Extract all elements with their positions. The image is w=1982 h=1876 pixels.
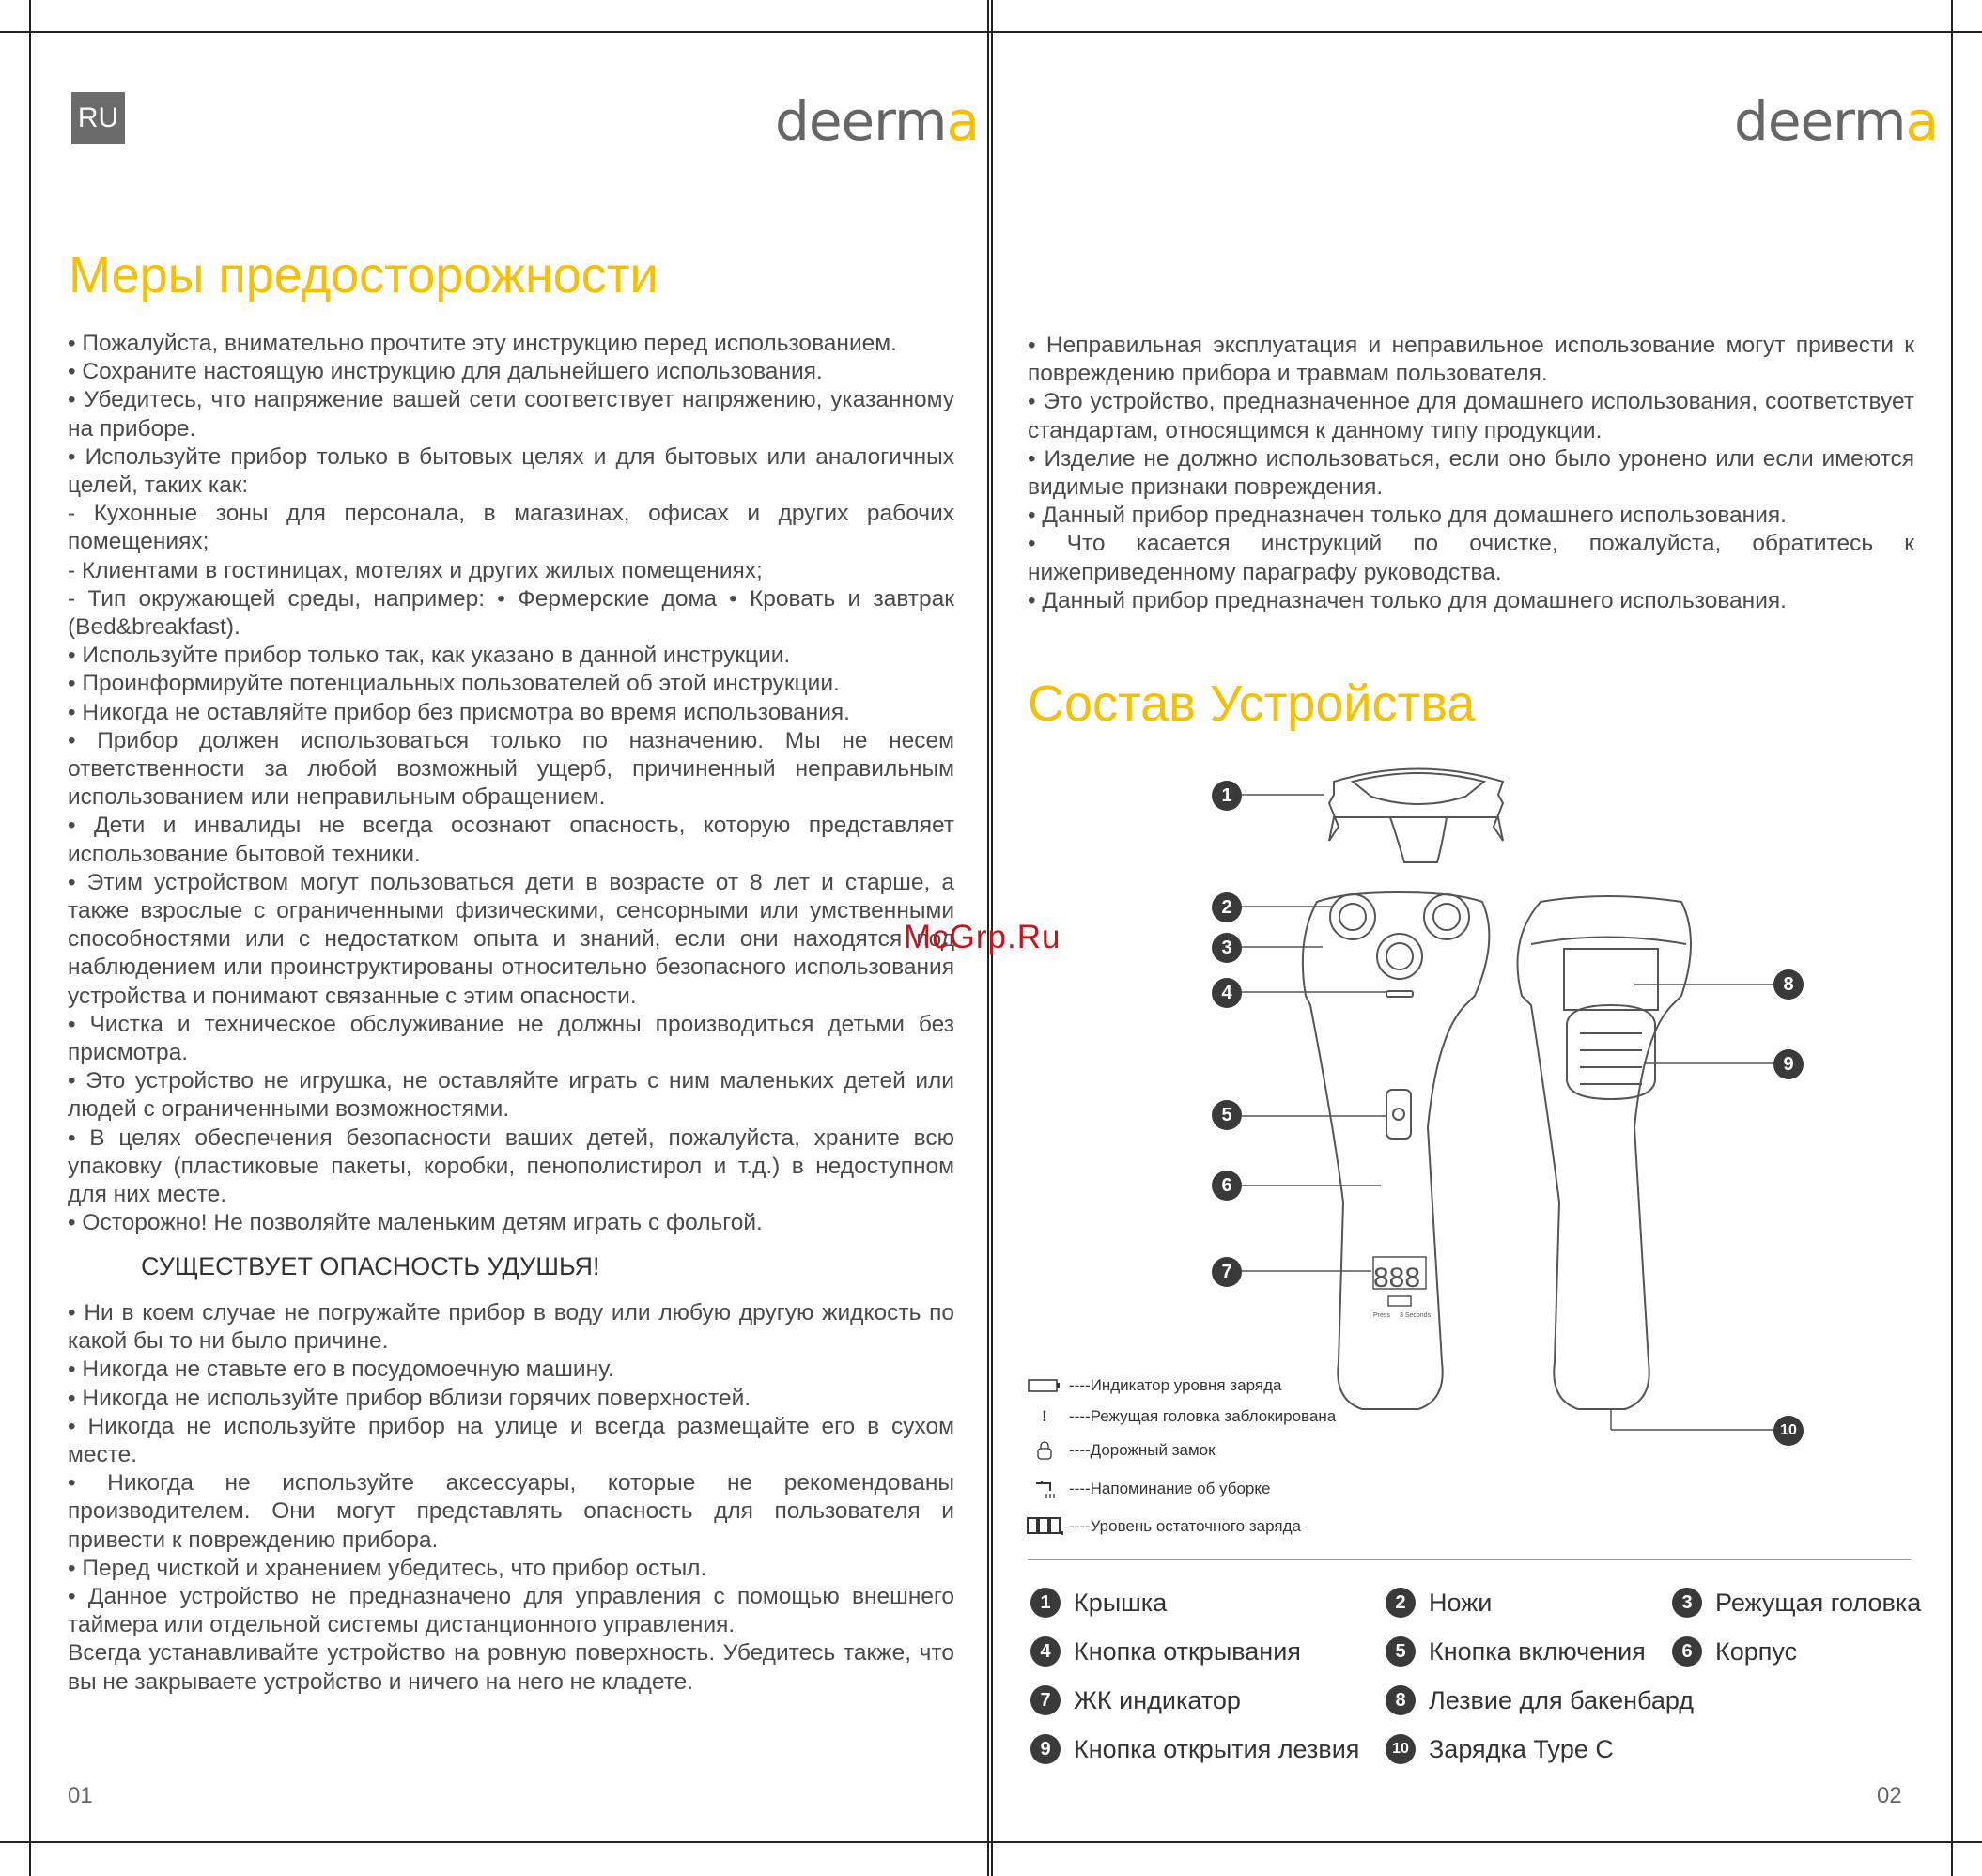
precautions-text-2 (68, 1299, 954, 1697)
paragraph: • Это устройство, предназначенное для домашнего использования, соответствует стандартам, относящимся к данному типу продукции. (1028, 389, 1914, 443)
callout-3: 3 (1212, 933, 1242, 963)
callout-7: 7 (1212, 1257, 1242, 1287)
paragraph: • Никогда не используйте аксессуары, которые не рекомендованы производителем. Они могут представлять опасность для пользователя и привести к повреждению прибора. (68, 1470, 954, 1553)
faucet-icon (1026, 1478, 1063, 1500)
part-3 (1672, 1588, 1921, 1618)
paragraph: • Никогда не используйте прибор на улице и всегда размещайте его в сухом месте. (68, 1413, 954, 1468)
paragraph: • Перед чисткой и хранением убедитесь, что прибор остыл. (68, 1555, 707, 1581)
part-6 (1672, 1636, 1797, 1667)
part-1 (1030, 1588, 1167, 1618)
paragraph: • Проинформируйте потенциальных пользователей об этой инструкции. (68, 671, 840, 697)
exclamation-icon: ! (1042, 1407, 1047, 1425)
part-number: 10 (1386, 1734, 1416, 1764)
paragraph: • Осторожно! Не позволяйте маленьким детям играть с фольгой. (68, 1210, 763, 1236)
part-7 (1030, 1685, 1241, 1715)
page-number-right: 02 (1877, 1783, 1902, 1808)
callout-2: 2 (1212, 892, 1242, 922)
part-label: Ножи (1429, 1588, 1493, 1617)
callout-1: 1 (1212, 781, 1242, 811)
lock-icon (1026, 1440, 1063, 1461)
paragraph: • Неправильная эксплуатация и неправильное использование могут привести к повреждению прибора и травмам пользователя. (1028, 333, 1914, 387)
paragraph: • Что касается инструкций по очистке, пожалуйста, обратитесь к нижеприведенному параграфу руководства. (1028, 531, 1914, 585)
legend-cleaning (1026, 1478, 1270, 1500)
legend-locked (1026, 1407, 1336, 1426)
paragraph: • Пожалуйста, внимательно прочтите эту инструкцию перед использованием. (68, 331, 897, 356)
part-5 (1386, 1636, 1646, 1667)
leader-lines (1242, 795, 1775, 1430)
shaver-front-drawing (1303, 892, 1489, 1409)
right-precautions-text (1028, 332, 1914, 615)
brand-logo-right (1734, 89, 1938, 153)
paragraph: Всегда устанавливайте устройство на ровную поверхность. Убедитесь также, что вы не закрываете устройство и ничего на него не кладете. (68, 1640, 954, 1695)
part-number: 9 (1030, 1734, 1061, 1764)
legend-battery (1026, 1376, 1281, 1395)
callout-9: 9 (1773, 1049, 1804, 1079)
page-number-left: 01 (68, 1783, 93, 1808)
callout-5: 5 (1212, 1100, 1242, 1130)
brand-text: deerma (775, 89, 980, 153)
part-label: Крышка (1074, 1588, 1168, 1617)
callout-4: 4 (1212, 978, 1242, 1008)
paragraph: - Кухонные зоны для персонала, в магазинах, офисах и других рабочих помещениях; (68, 501, 954, 555)
part-label: Кнопка включения (1429, 1636, 1646, 1666)
brand-text-right: deerma (1734, 89, 1939, 153)
legend-travel-lock (1026, 1440, 1216, 1461)
shaver-back-drawing (1518, 896, 1692, 1409)
part-4 (1030, 1636, 1301, 1667)
paragraph: • Используйте прибор только в бытовых целях и для бытовых или аналогичных целей, таких как: (68, 443, 954, 499)
part-label: Режущая головка (1715, 1588, 1922, 1617)
paragraph: • Ни в коем случае не погружайте прибор в воду или любую другую жидкость по какой бы то ни было причине. (68, 1300, 954, 1355)
part-label: ЖК индикатор (1074, 1685, 1241, 1714)
part-number: 5 (1386, 1636, 1416, 1667)
paragraph: • Это устройство не игрушка, не оставляйте играть с ним маленьких детей или людей с ограниченными возможностями. (68, 1068, 954, 1123)
paragraph: • Никогда не оставляйте прибор без присмотра во время использования. (68, 699, 850, 725)
callout-10: 10 (1773, 1416, 1804, 1446)
paragraph: • Данное устройство не предназначено для управления с помощью внешнего таймера или отдельной системы дистанционного управления. (68, 1584, 954, 1638)
paragraph: • Используйте прибор только так, как указано в данной инструкции. (68, 643, 791, 669)
part-label: Кнопка открывания (1074, 1636, 1301, 1666)
percent-digits-icon (1026, 1516, 1063, 1537)
lcd-digits: 888 (1373, 1263, 1421, 1294)
paragraph: • Данный прибор предназначен только для домашнего использования. (1028, 587, 1787, 613)
paragraph: • Изделие не должно использоваться, если оно было уронено или если имеются видимые признаки повреждения. (1028, 445, 1914, 501)
paragraph: - Тип окружающей среды, например: • Фермерские дома • Кровать и завтрак (Bed&breakfast). (68, 585, 954, 641)
lcd-seconds: 3 Seconds (1400, 1312, 1432, 1319)
page-title: Меры предосторожности (69, 247, 658, 303)
part-number: 3 (1672, 1588, 1702, 1618)
part-number: 1 (1030, 1588, 1061, 1618)
part-8 (1386, 1685, 1694, 1715)
brand-logo (775, 89, 979, 153)
legend-text: ----Уровень остаточного заряда (1069, 1517, 1301, 1535)
part-number: 8 (1386, 1685, 1416, 1715)
lcd-press: Press (1373, 1312, 1390, 1319)
paragraph: • Убедитесь, что напряжение вашей сети соответствует напряжению, указанному на приборе. (68, 387, 954, 442)
paragraph: • В целях обеспечения безопасности ваших детей, пожалуйста, храните всю упаковку (пластиковые пакеты, коробки, пенополистирол и т.д.) в недоступном для них месте. (68, 1124, 954, 1208)
legend-text: ----Индикатор уровня заряда (1069, 1376, 1282, 1394)
part-2 (1386, 1588, 1492, 1618)
precautions-text (68, 330, 954, 1238)
part-label: Лезвие для бакенбард (1429, 1685, 1695, 1714)
paragraph: • Прибор должен использоваться только по назначению. Мы не несем ответственности за любой возможный ущерб, причиненный неправильным использованием или неправильным обращением. (68, 727, 954, 811)
part-number: 7 (1030, 1685, 1061, 1715)
divider (1028, 1559, 1911, 1560)
warning-heading: СУЩЕСТВУЕТ ОПАСНОСТЬ УДУШЬЯ! (141, 1252, 600, 1280)
paragraph: • Дети и инвалиды не всегда осознают опасность, которую представляет использование бытовой техники. (68, 813, 954, 867)
language-badge: RU (71, 92, 125, 144)
legend-text: ----Дорожный замок (1069, 1441, 1216, 1459)
paragraph: • Этим устройством могут пользоваться дети в возрасте от 8 лет и старше, а также взрослые с ограниченными физическими, сенсорными или умственными способностями или с недостатком опыта и знаний, если они находятся под наблюдением или проинструктированы относительно безопасного использования устройства и понимают связанные с этим опасности. (68, 869, 954, 1009)
legend-remaining (1026, 1516, 1301, 1537)
part-9 (1030, 1734, 1359, 1764)
part-label: Корпус (1715, 1636, 1798, 1666)
legend-text: ----Режущая головка заблокирована (1069, 1407, 1337, 1425)
legend-text: ----Напоминание об уборке (1069, 1480, 1271, 1497)
part-number: 6 (1672, 1636, 1702, 1667)
paragraph: - Клиентами в гостиницах, мотелях и других жилых помещениях; (68, 557, 763, 583)
part-label: Кнопка открытия лезвия (1074, 1734, 1360, 1763)
paragraph: • Чистка и техническое обслуживание не должны производиться детьми без присмотра. (68, 1011, 954, 1066)
section-title: Состав Устройства (1028, 675, 1476, 732)
paragraph: • Данный прибор предназначен только для домашнего использования. (1028, 503, 1787, 529)
paragraph: • Сохраните настоящую инструкцию для дальнейшего использования. (68, 359, 823, 385)
paragraph: • Никогда не используйте прибор вблизи горячих поверхностей. (68, 1385, 751, 1411)
callout-8: 8 (1773, 969, 1804, 1000)
part-label: Зарядка Type C (1429, 1734, 1614, 1763)
callout-6: 6 (1212, 1171, 1242, 1201)
cap-drawing (1329, 769, 1503, 863)
right-border (1951, 0, 1953, 1876)
part-10 (1386, 1734, 1614, 1764)
paragraph: • Никогда не ставьте его в посудомоечную машину. (68, 1357, 614, 1383)
part-number: 2 (1386, 1588, 1416, 1618)
left-border (29, 0, 31, 1876)
battery-icon (1026, 1378, 1063, 1393)
watermark: McGrp.Ru (904, 919, 1061, 955)
part-number: 4 (1030, 1636, 1061, 1667)
